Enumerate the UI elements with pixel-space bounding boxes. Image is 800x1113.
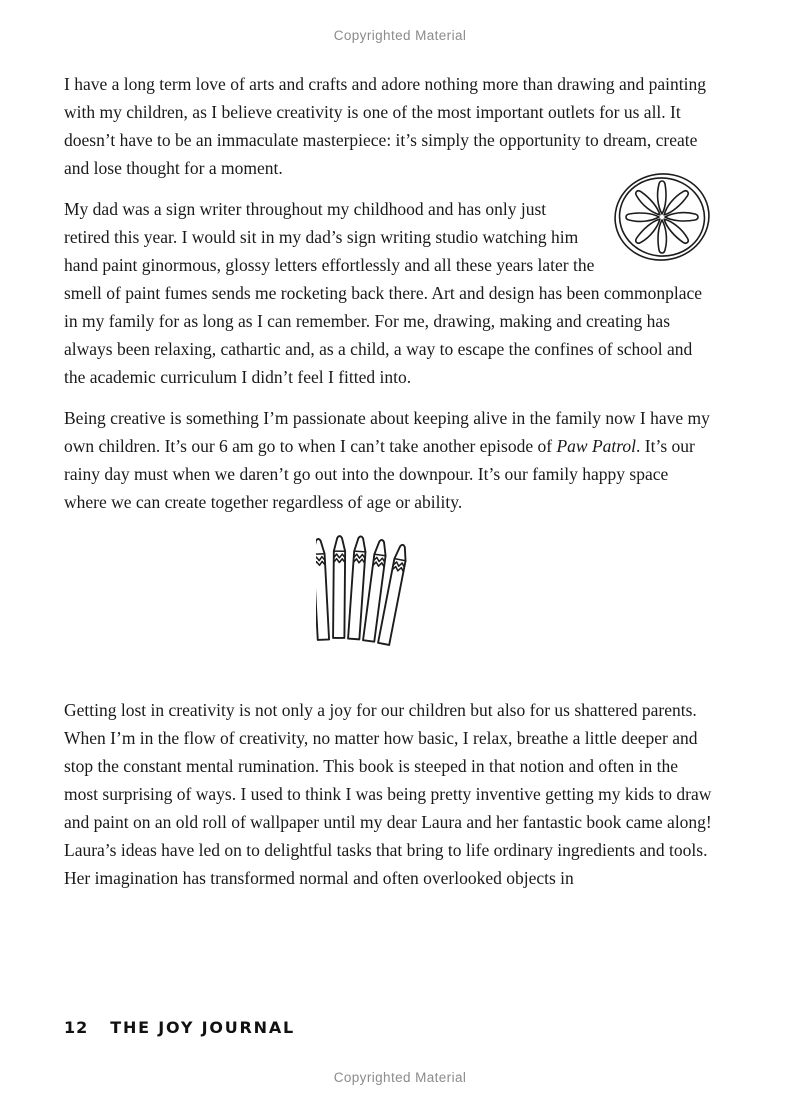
book-reference-italic: Paw Patrol xyxy=(556,436,637,456)
body-text xyxy=(64,70,714,905)
paragraph-3-text: Being creative is something I’m passionate about keeping alive in the family now I have my own children. It’s our 6 am go to when I can’t take another episode of xyxy=(64,408,710,456)
page-footer xyxy=(64,1018,295,1037)
page-number: 12 xyxy=(64,1018,89,1037)
copyright-notice-top: Copyrighted Material xyxy=(333,28,467,43)
crayons-illustration xyxy=(316,534,412,666)
book-title: THE JOY JOURNAL xyxy=(110,1018,296,1037)
lemon-float-spacer xyxy=(713,70,714,170)
paragraph-2: My dad was a sign writer throughout my childhood and has only just retired this year. I would sit in my dad’s sign writing studio watching him hand paint ginormous, glossy letters effortlessly and all these years later the smell of paint fumes sends me rocketing back there. Art and design has been commonplace in my family for as long as I can remember. For me, drawing, making and creating has always been relaxing, cathartic and, as a child, a way to escape the confines of school and the academic curriculum I didn’t feel I fitted into. xyxy=(64,199,703,387)
paragraph-4: Getting lost in creativity is not only a joy for our children but also for us shattered parents. When I’m in the flow of creativity, no matter how basic, I relax, breathe a little deeper and stop the constant mental rumination. This book is steeped in that notion and often in the most surprising of ways. I used to think I was being pretty inventive getting my kids to draw and paint on an old roll of wallpaper until my dear Laura and her fantastic book came along! Laura’s ideas have led on to delightful tasks that bring to life ordinary ingredients and tools. Her imagination has transformed normal and often overlooked objects in xyxy=(64,700,712,888)
paragraph-1: I have a long term love of arts and crafts and adore nothing more than drawing and painting with my children, as I believe creativity is one of the most important outlets for us all. It doesn’t have to be an immaculate masterpiece: it’s simply the opportunity to dream, create and lose thought for a moment. xyxy=(64,74,706,178)
paragraph-3 xyxy=(64,404,714,516)
copyright-notice-bottom: Copyrighted Material xyxy=(333,1070,467,1085)
lemon-slice-illustration xyxy=(610,170,714,264)
paragraph-3-text-continued: . It’s our rainy day must when we daren’t go out into the downpour. It’s our family happy space where we can create together regardless of age or ability. xyxy=(64,436,695,512)
